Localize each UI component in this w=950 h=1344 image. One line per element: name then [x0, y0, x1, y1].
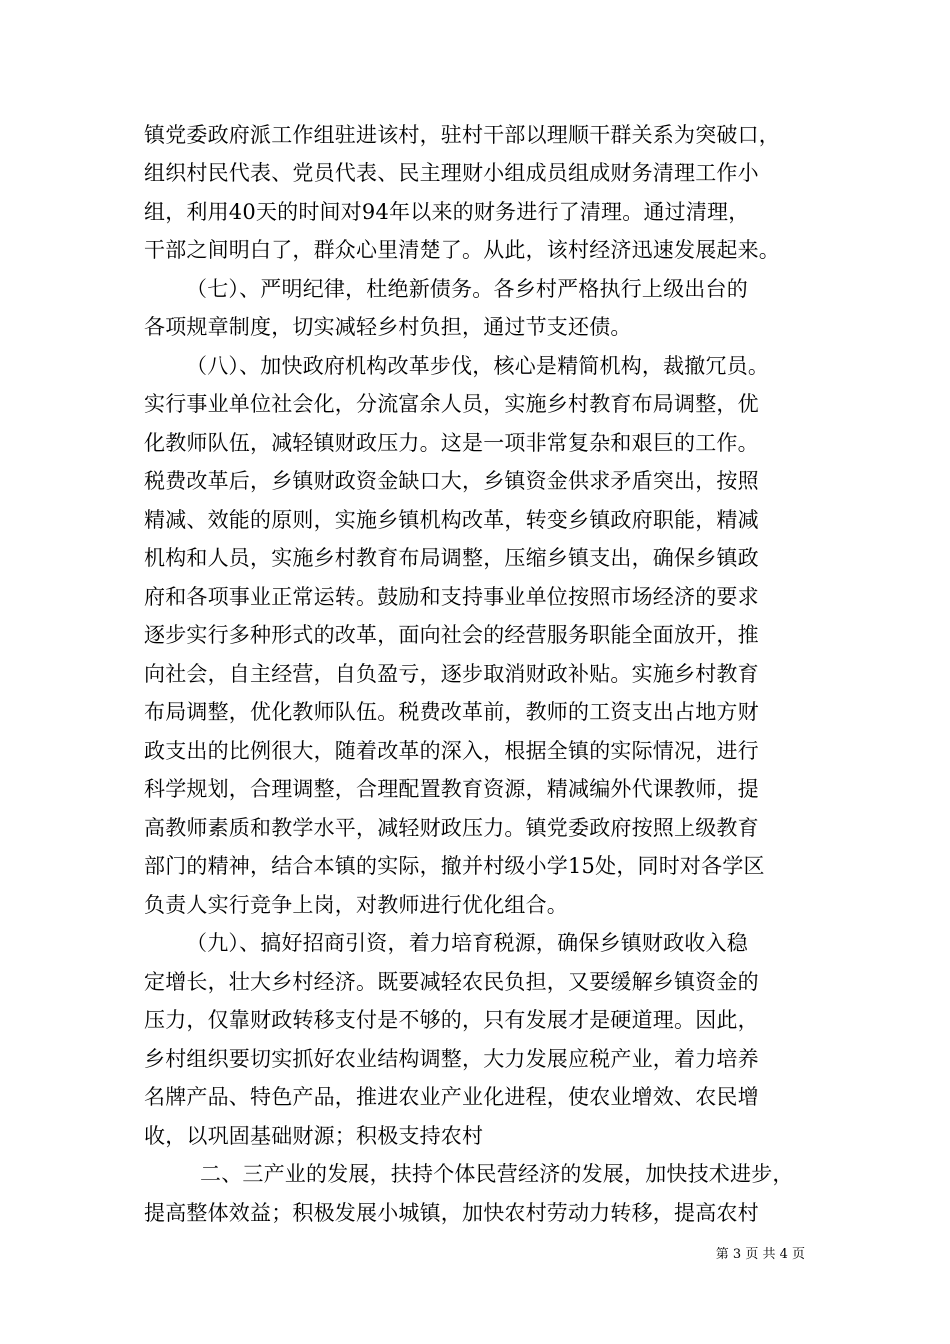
paragraph-8-start: （八）、加快政府机构改革步伐，核心是精简机构，裁撤冗员。: [186, 354, 770, 378]
text-line: 高教师素质和教学水平，减轻财政压力。镇党委政府按照上级教育: [144, 816, 759, 840]
text-line: 向社会，自主经营，自负盈亏，逐步取消财政补贴。实施乡村教育: [144, 662, 759, 686]
text-line: 定增长，壮大乡村经济。既要减轻农民负担，又要缓解乡镇资金的: [144, 970, 759, 994]
text-line: 机构和人员，实施乡村教育布局调整，压缩乡镇支出，确保乡镇政: [144, 546, 759, 570]
text-line: 提高整体效益；积极发展小城镇，加快农村劳动力转移，提高农村: [144, 1201, 759, 1225]
text-line: 镇党委政府派工作组驻进该村，驻村干部以理顺干群关系为突破口，: [144, 123, 780, 147]
text-line: 税费改革后，乡镇财政资金缺口大，乡镇资金供求矛盾突出，按照: [144, 469, 759, 493]
paragraph-9-start: （九）、搞好招商引资，着力培育税源，确保乡镇财政收入稳: [186, 931, 748, 955]
text-line: 乡村组织要切实抓好农业结构调整，大力发展应税产业，着力培养: [144, 1047, 759, 1071]
text-line: 布局调整，优化教师队伍。税费改革前，教师的工资支出占地方财: [144, 700, 759, 724]
paragraph-7-start: （七）、严明纪律，杜绝新债务。各乡村严格执行上级出台的: [186, 277, 748, 301]
text-line: 政支出的比例很大，随着改革的深入，根据全镇的实际情况，进行: [144, 739, 759, 763]
text-line: 组织村民代表、党员代表、民主理财小组成员组成财务清理工作小: [144, 161, 759, 185]
text-line: 负责人实行竞争上岗，对教师进行优化组合。: [144, 893, 568, 917]
text-line: 精减、效能的原则，实施乡镇机构改革，转变乡镇政府职能，精减: [144, 508, 759, 532]
text-line: 各项规章制度，切实减轻乡村负担，通过节支还债。: [144, 315, 632, 339]
text-line: 压力，仅靠财政转移支付是不够的，只有发展才是硬道理。因此，: [144, 1008, 759, 1032]
text-line: 组，利用40天的时间对94年以来的财务进行了清理。通过清理，: [144, 200, 750, 224]
text-line: 实行事业单位社会化，分流富余人员，实施乡村教育布局调整，优: [144, 392, 759, 416]
text-line: 干部之间明白了，群众心里清楚了。从此，该村经济迅速发展起来。: [144, 238, 780, 262]
text-line: 科学规划，合理调整，合理配置教育资源，精减编外代课教师，提: [144, 777, 759, 801]
text-line: 部门的精神，结合本镇的实际，撤并村级小学15处，同时对各学区: [144, 854, 765, 878]
page-number-footer: 第 3 页 共 4 页: [715, 1247, 805, 1262]
text-line: 府和各项事业正常运转。鼓励和支持事业单位按照市场经济的要求: [144, 585, 759, 609]
text-line: 逐步实行多种形式的改革，面向社会的经营服务职能全面放开，推: [144, 623, 759, 647]
text-line: 收，以巩固基础财源；积极支持农村: [144, 1124, 484, 1148]
text-line: 化教师队伍，减轻镇财政压力。这是一项非常复杂和艰巨的工作。: [144, 431, 759, 455]
paragraph-continuation-start: 二、三产业的发展，扶持个体民营经济的发展，加快技术进步，: [200, 1162, 794, 1186]
text-line: 名牌产品、特色产品，推进农业产业化进程，使农业增效、农民增: [144, 1085, 759, 1109]
